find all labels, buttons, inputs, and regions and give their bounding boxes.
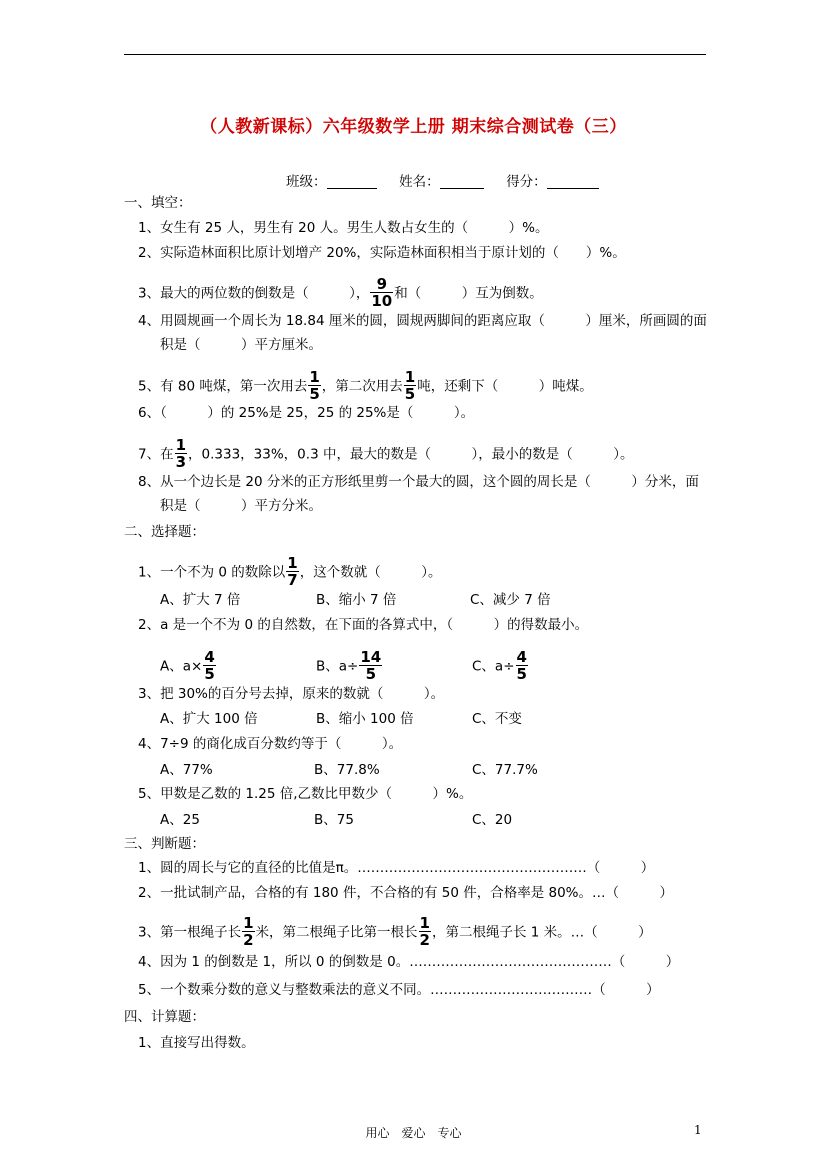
choice-4-option-b[interactable]: B、77.8%: [314, 762, 380, 778]
judge-question-1: 1、圆的周长与它的直径的比值是π。……………………………………………（ ）: [138, 860, 655, 876]
fill-question-5: 5、有 80 吨煤，第一次用去 $\frac{1}{5}$ ，第二次用去 $\frac{1}{5}$ 吨，还剩下（ ）吨煤。: [138, 368, 593, 403]
fraction: $\frac{4}{5}$: [204, 648, 215, 683]
judge-question-2: 2、一批试制产品，合格的有 180 件，不合格的有 50 件，合格率是 80%。…（ ）: [138, 885, 673, 901]
choice-4-option-c[interactable]: C、77.7%: [472, 762, 538, 778]
choice-question-1: 1、一个不为 0 的数除以 $\frac{1}{7}$ ，这个数就（ ）。: [138, 554, 442, 589]
choice-2-option-a[interactable]: A、a× $\frac{4}{5}$: [160, 648, 215, 683]
page-title: （人教新课标）六年级数学上册 期末综合测试卷（三）: [200, 117, 627, 137]
judge-question-5: 5、一个数乘分数的意义与整数乘法的意义不同。………………………………（ ）: [138, 982, 660, 998]
choice-question-4: 4、7÷9 的商化成百分数约等于（ ）。: [138, 736, 403, 752]
fill-question-8-cont: 积是（ ）平方分米。: [160, 498, 322, 514]
choice-3-option-c[interactable]: C、不变: [472, 711, 522, 727]
section-judge: 三、判断题：: [124, 836, 205, 852]
fill-question-3: 3、最大的两位数的倒数是（ ）， $\frac{9}{10}$ 和（ ）互为倒数。: [138, 275, 543, 310]
fraction: $\frac{4}{5}$: [516, 648, 527, 683]
section-choice: 二、选择题：: [124, 524, 205, 540]
fraction: $\frac{9}{10}$: [371, 275, 393, 310]
fraction: $\frac{1}{2}$: [243, 914, 254, 949]
fraction: $\frac{1}{2}$: [419, 914, 430, 949]
page-number: 1: [694, 1123, 702, 1137]
section-calculation: 四、计算题：: [124, 1009, 205, 1025]
class-blank[interactable]: [327, 174, 377, 189]
score-blank[interactable]: [547, 174, 599, 189]
class-label: 班级：: [286, 174, 327, 190]
fill-question-4: 4、用圆规画一个周长为 18.84 厘米的圆，圆规两脚间的距离应取（ ）厘米，所画圆的面: [138, 313, 707, 329]
section-fill-in: 一、填空：: [124, 195, 192, 211]
choice-5-option-b[interactable]: B、75: [314, 812, 354, 828]
judge-question-4: 4、因为 1 的倒数是 1，所以 0 的倒数是 0。………………………………………（ ）: [138, 954, 680, 970]
fraction: $\frac{1}{5}$: [404, 368, 416, 403]
choice-question-2: 2、a 是一个不为 0 的自然数，在下面的各算式中，（ ）的得数最小。: [138, 617, 589, 633]
choice-3-option-b[interactable]: B、缩小 100 倍: [316, 711, 414, 727]
fill-question-2: 2、实际造林面积比原计划增产 20%，实际造林面积相当于原计划的（ ）%。: [138, 245, 626, 261]
header-rule: [124, 54, 706, 55]
fill-question-8: 8、从一个边长是 20 分米的正方形纸里剪一个最大的圆，这个圆的周长是（ ）分米，面: [138, 474, 699, 490]
fraction: $\frac{1}{3}$: [175, 436, 187, 471]
fill-question-7: 7、在 $\frac{1}{3}$ ，0.333，33%，0.3 中，最大的数是（ ），最小的数是（ ）。: [138, 436, 634, 471]
choice-2-option-b[interactable]: B、a÷ $\frac{14}{5}$: [316, 648, 382, 683]
fill-question-6: 6、（ ）的 25%是 25，25 的 25%是（ ）。: [138, 405, 475, 421]
choice-2-option-c[interactable]: C、a÷ $\frac{4}{5}$: [472, 648, 527, 683]
choice-1-option-c[interactable]: C、减少 7 倍: [470, 592, 551, 608]
choice-question-3: 3、把 30%的百分号去掉，原来的数就（ ）。: [138, 686, 445, 702]
choice-1-option-a[interactable]: A、扩大 7 倍: [160, 592, 241, 608]
student-info-row: [286, 170, 599, 190]
name-label: 姓名：: [399, 174, 440, 190]
calc-question-1: 1、直接写出得数。: [138, 1035, 255, 1051]
fraction: $\frac{1}{7}$: [287, 554, 298, 589]
choice-1-option-b[interactable]: B、缩小 7 倍: [316, 592, 397, 608]
fill-question-4-cont: 积是（ ）平方厘米。: [160, 337, 322, 353]
fraction: $\frac{14}{5}$: [360, 648, 382, 683]
score-label: 得分：: [506, 174, 547, 190]
choice-5-option-c[interactable]: C、20: [472, 812, 513, 828]
judge-question-3: 3、第一根绳子长 $\frac{1}{2}$ 米，第二根绳子比第一根长 $\frac{1}{2}$ ，第二根绳子长 1 米。…（ ）: [138, 914, 652, 949]
choice-question-5: 5、甲数是乙数的 1.25 倍,乙数比甲数少（ ）%。: [138, 786, 473, 802]
page-footer: 用心 爱心 专心: [365, 1126, 462, 1140]
fill-question-1: 1、女生有 25 人，男生有 20 人。男生人数占女生的（ ）%。: [138, 220, 549, 236]
choice-5-option-a[interactable]: A、25: [160, 812, 200, 828]
choice-4-option-a[interactable]: A、77%: [160, 762, 213, 778]
choice-3-option-a[interactable]: A、扩大 100 倍: [160, 711, 258, 727]
name-blank[interactable]: [440, 174, 484, 189]
fraction: $\frac{1}{5}$: [309, 368, 320, 403]
